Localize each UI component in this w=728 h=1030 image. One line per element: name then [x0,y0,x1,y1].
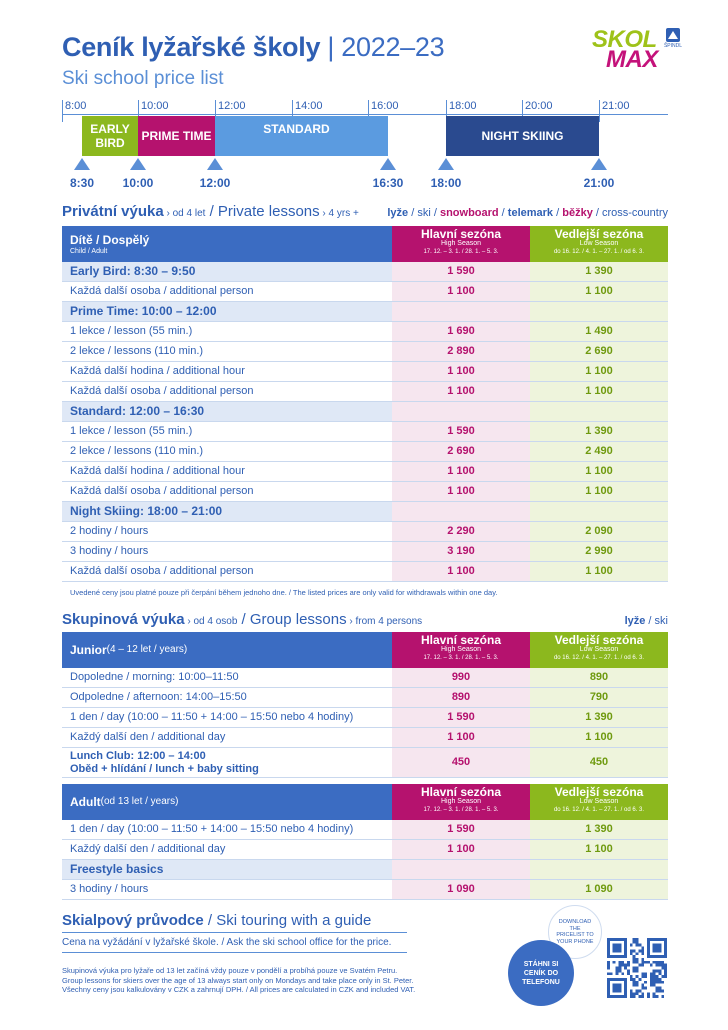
low-season-price: 1 390 [530,820,668,839]
row-label: Early Bird: 8:30 – 9:50 [62,262,392,281]
high-season-price [392,502,530,521]
adult-age: (od 13 let / years) [100,796,179,807]
touring-note: Cena na vyžádání v lyžařské škole. / Ask the ski school office for the price. [62,937,392,948]
high-season-price: 1 100 [392,840,530,859]
row-label: 2 hodiny / hours [70,525,149,537]
private-sports-list [387,207,668,219]
table-row [62,382,668,402]
sport-bezky: běžky [562,207,593,219]
high-season-label: Hlavní sezóna [420,785,502,799]
header-low-season [530,226,668,262]
low-season-dates: do 16. 12. / 4. 1. – 27. 1. / od 6. 3. [553,807,645,813]
title-main: Ceník lyžařské školy [62,32,321,62]
lunch-club-low-price: 450 [530,748,668,777]
low-season-en: Low Season [579,240,619,247]
sport-ski-en: / ski [645,615,668,627]
marker-triangle [380,158,396,170]
row-label: 3 hodiny / hours [70,545,149,557]
table-row [62,522,668,542]
private-note: Uvedené ceny jsou platné pouze při čerpání během jednoho dne. / The listed prices are only valid for withdrawals within one day. [70,588,498,597]
table-row [62,422,668,442]
high-season-price: 1 690 [392,322,530,341]
high-season-price: 1 590 [392,422,530,441]
low-season-price: 1 390 [530,708,668,727]
table-group-row [62,402,668,422]
low-season-label: Vedlejší sezóna [554,785,644,799]
row-label: 2 lekce / lessons (110 min.) [70,345,204,357]
low-season-price: 1 100 [530,362,668,381]
low-season-price: 890 [530,668,668,687]
high-season-price [392,402,530,421]
high-season-dates: 17. 12. – 3. 1. / 28. 1. – 5. 3. [423,655,499,661]
header-child-adult [62,226,392,262]
freestyle-group-row [62,860,668,880]
high-season-price: 1 100 [392,282,530,301]
row-label: Každá další hodina / additional hour [70,465,245,477]
row-label: 3 hodiny / hours [70,883,149,895]
high-season-price: 1 100 [392,362,530,381]
high-season-price: 1 100 [392,728,530,747]
row-label: Dopoledne / morning: 10:00–11:50 [70,671,239,683]
sport-ski-en: / ski / [408,207,440,219]
high-season-price: 1 100 [392,382,530,401]
header-junior [62,632,392,668]
band-early-bird: EARLY BIRD [82,116,138,156]
page-title [62,32,682,63]
logo-text-skol: SKOL [592,26,657,53]
junior-age: (4 – 12 let / years) [106,644,188,655]
header-low-season [530,632,668,668]
low-season-label: Vedlejší sezóna [554,227,644,241]
header [62,26,682,92]
low-season-price: 1 390 [530,262,668,281]
low-season-price: 1 390 [530,422,668,441]
table-row [62,462,668,482]
high-season-price: 1 100 [392,462,530,481]
timeline-tick-label: 20:00 [525,100,553,112]
table-group-row [62,502,668,522]
freestyle-high-empty [392,860,530,879]
table-row [62,322,668,342]
low-season-price: 2 490 [530,442,668,461]
table-row [62,482,668,502]
high-season-en: High Season [440,240,482,247]
row-label: Každý další den / additional day [70,731,226,743]
group-title-count-en: › from 4 persons [346,616,423,627]
header-high-season [392,226,530,262]
timeline-axis [62,114,668,115]
sport-sep: / [553,207,563,219]
marker-triangle [74,158,90,170]
table-row [62,542,668,562]
table-row [62,562,668,582]
low-season-price: 1 100 [530,382,668,401]
high-season-price: 1 590 [392,820,530,839]
header-low-season [530,784,668,820]
band-night-skiing: NIGHT SKIING [446,116,599,156]
marker-triangle [207,158,223,170]
lunch-club-high-price: 450 [392,748,530,777]
low-season-price [530,502,668,521]
junior-table-body [62,668,668,748]
footer-line: Group lessons for skiers over the age of 13 always start only on Mondays and take place only in St. Peter. [62,975,414,985]
table-row [62,282,668,302]
group-title-en: / Group lessons [237,611,347,628]
marker-label: 12:00 [199,176,231,190]
private-table-body [62,262,668,582]
timeline-tick-label: 18:00 [449,100,477,112]
table-group-row [62,302,668,322]
low-season-price: 2 090 [530,522,668,541]
private-price-table [62,226,668,582]
group-title-count: › od 4 osob [184,616,238,627]
download-badge: DOWNLOAD THE PRICELIST TO YOUR PHONE [548,905,602,959]
page-subtitle: Ski school price list [62,68,224,89]
row-label: Standard: 12:00 – 16:30 [62,402,392,421]
low-season-price: 2 690 [530,342,668,361]
lunch-club-label [62,748,392,777]
low-season-price: 1 100 [530,840,668,859]
row-label: 2 lekce / lessons (110 min.) [70,445,204,457]
marker-label: 21:00 [583,176,615,190]
title-year: 2022–23 [341,32,445,62]
row-label: 1 lekce / lesson (55 min.) [70,425,193,437]
band-prime-time: PRIME TIME [138,116,215,156]
high-season-price [392,302,530,321]
low-season-price: 1 100 [530,462,668,481]
low-season-price: 790 [530,688,668,707]
marker-label: 16:30 [372,176,404,190]
private-title-bold: Privátní výuka [62,203,164,220]
high-season-label: Hlavní sezóna [420,633,502,647]
private-title-age: › od 4 let [163,208,206,219]
table-row [62,880,668,900]
low-season-dates: do 16. 12. / 4. 1. – 27. 1. / od 6. 3. [553,249,645,255]
low-season-price: 1 100 [530,562,668,581]
table-row [62,820,668,840]
sport-telemark: telemark [507,207,554,219]
high-season-price: 3 190 [392,542,530,561]
divider [62,932,407,933]
lunch-club-desc: Oběd + hlídání / lunch + baby sitting [70,763,259,775]
row-label: Každá další hodina / additional hour [70,365,245,377]
high-season-dates: 17. 12. – 3. 1. / 28. 1. – 5. 3. [423,249,499,255]
marker-triangle [130,158,146,170]
row-label: 1 lekce / lesson (55 min.) [70,325,193,337]
marker-triangle [591,158,607,170]
footer-line: Skupinová výuka pro lyžaře od 13 let začíná vždy pouze v pondělí a probíhá pouze ve Svatém Petru. [62,966,398,975]
private-lessons-title [62,203,359,220]
touring-title-en: / Ski touring with a guide [203,912,372,929]
touring-title-bold: Skialpový průvodce [62,912,204,929]
private-title-age-en: › 4 yrs + [319,208,359,219]
row-label: Každá další osoba / additional person [70,385,254,397]
timeline-tick-label: 10:00 [141,100,169,112]
junior-table-header [62,632,668,668]
high-season-price: 890 [392,688,530,707]
skolmax-logo [592,26,682,72]
header-high-season [392,784,530,820]
footer-notes [62,966,482,995]
high-season-price: 1 590 [392,708,530,727]
table-row [62,362,668,382]
high-season-price: 1 100 [392,562,530,581]
time-timeline [62,100,668,190]
adult-label: Adult [70,795,101,809]
marker-label: 18:00 [430,176,462,190]
low-season-en: Low Season [579,646,619,653]
logo-text-spindl: ŠPINDL [663,43,682,49]
header-high-season [392,632,530,668]
low-season-price: 2 990 [530,542,668,561]
row-label: Každá další osoba / additional person [70,565,254,577]
sport-ski: lyže [624,615,646,627]
header-main-sub: Child / Adult [70,248,108,255]
low-season-price [530,302,668,321]
table-row [62,728,668,748]
group-title-bold: Skupinová výuka [62,611,185,628]
divider [62,952,407,953]
timeline-tick-label: 12:00 [218,100,246,112]
timeline-tick-label: 8:00 [65,100,87,112]
group-lessons-title [62,611,422,628]
row-label: 1 den / day (10:00 – 11:50 + 14:00 – 15:50 nebo 4 hodiny) [70,711,354,723]
row-label: Night Skiing: 18:00 – 21:00 [62,502,392,521]
freestyle-table-body [62,880,668,900]
marker-triangle [438,158,454,170]
junior-label: Junior [70,643,107,657]
download-phone-button[interactable]: STÁHNI SI CENÍK DO TELEFONU [508,940,574,1006]
row-label: Odpoledne / afternoon: 14:00–15:50 [70,691,247,703]
high-season-price: 1 100 [392,482,530,501]
marker-label: 10:00 [122,176,154,190]
high-season-price: 2 690 [392,442,530,461]
timeline-tick-label: 16:00 [371,100,399,112]
freestyle-low-empty [530,860,668,879]
adult-table-body [62,820,668,860]
sport-sep: / [498,207,508,219]
freestyle-label: Freestyle basics [62,860,392,879]
high-season-price: 990 [392,668,530,687]
mountain-icon [666,28,680,42]
table-row [62,840,668,860]
low-season-label: Vedlejší sezóna [554,633,644,647]
low-season-price: 1 100 [530,282,668,301]
header-adult [62,784,392,820]
group-sports-list [625,615,668,627]
table-row [62,442,668,462]
private-table-header [62,226,668,262]
low-season-price: 1 490 [530,322,668,341]
low-season-price: 1 090 [530,880,668,899]
high-season-price: 2 890 [392,342,530,361]
lunch-club-row [62,748,668,778]
high-season-price: 2 290 [392,522,530,541]
touring-title [62,912,371,929]
low-season-price [530,402,668,421]
high-season-price: 1 090 [392,880,530,899]
low-season-en: Low Season [579,798,619,805]
header-main-label: Dítě / Dospělý [70,233,150,247]
sport-cc: / cross-country [592,207,668,219]
adult-table-header [62,784,668,820]
high-season-price: 1 590 [392,262,530,281]
low-season-dates: do 16. 12. / 4. 1. – 27. 1. / od 6. 3. [553,655,645,661]
table-row [62,342,668,362]
low-season-price: 1 100 [530,482,668,501]
timeline-tick-label: 21:00 [602,100,630,112]
row-label: Každý další den / additional day [70,843,226,855]
qr-code-icon[interactable] [607,938,667,998]
table-row [62,708,668,728]
footer-line: Všechny ceny jsou kalkulovány v CZK a zahrnují DPH. / All prices are calculated in CZK and included VAT. [62,985,416,994]
high-season-dates: 17. 12. – 3. 1. / 28. 1. – 5. 3. [423,807,499,813]
high-season-label: Hlavní sezóna [420,227,502,241]
high-season-en: High Season [440,646,482,653]
low-season-price: 1 100 [530,728,668,747]
logo-text-max: MAX [606,46,658,73]
high-season-en: High Season [440,798,482,805]
row-label: Každá další osoba / additional person [70,485,254,497]
table-group-row [62,262,668,282]
title-separator: | [327,32,335,62]
row-label: Prime Time: 10:00 – 12:00 [62,302,392,321]
row-label: Každá další osoba / additional person [70,285,254,297]
table-row [62,668,668,688]
band-standard: STANDARD [215,116,388,156]
sport-ski: lyže [387,207,409,219]
sport-snowboard: snowboard [439,207,499,219]
row-label: 1 den / day (10:00 – 11:50 + 14:00 – 15:50 nebo 4 hodiny) [70,823,354,835]
table-row [62,688,668,708]
lunch-club-time: Lunch Club: 12:00 – 14:00 [70,750,206,762]
private-title-en: / Private lessons [205,203,320,220]
group-price-table [62,632,668,900]
marker-label: 8:30 [69,176,95,190]
timeline-tick-label: 14:00 [295,100,323,112]
